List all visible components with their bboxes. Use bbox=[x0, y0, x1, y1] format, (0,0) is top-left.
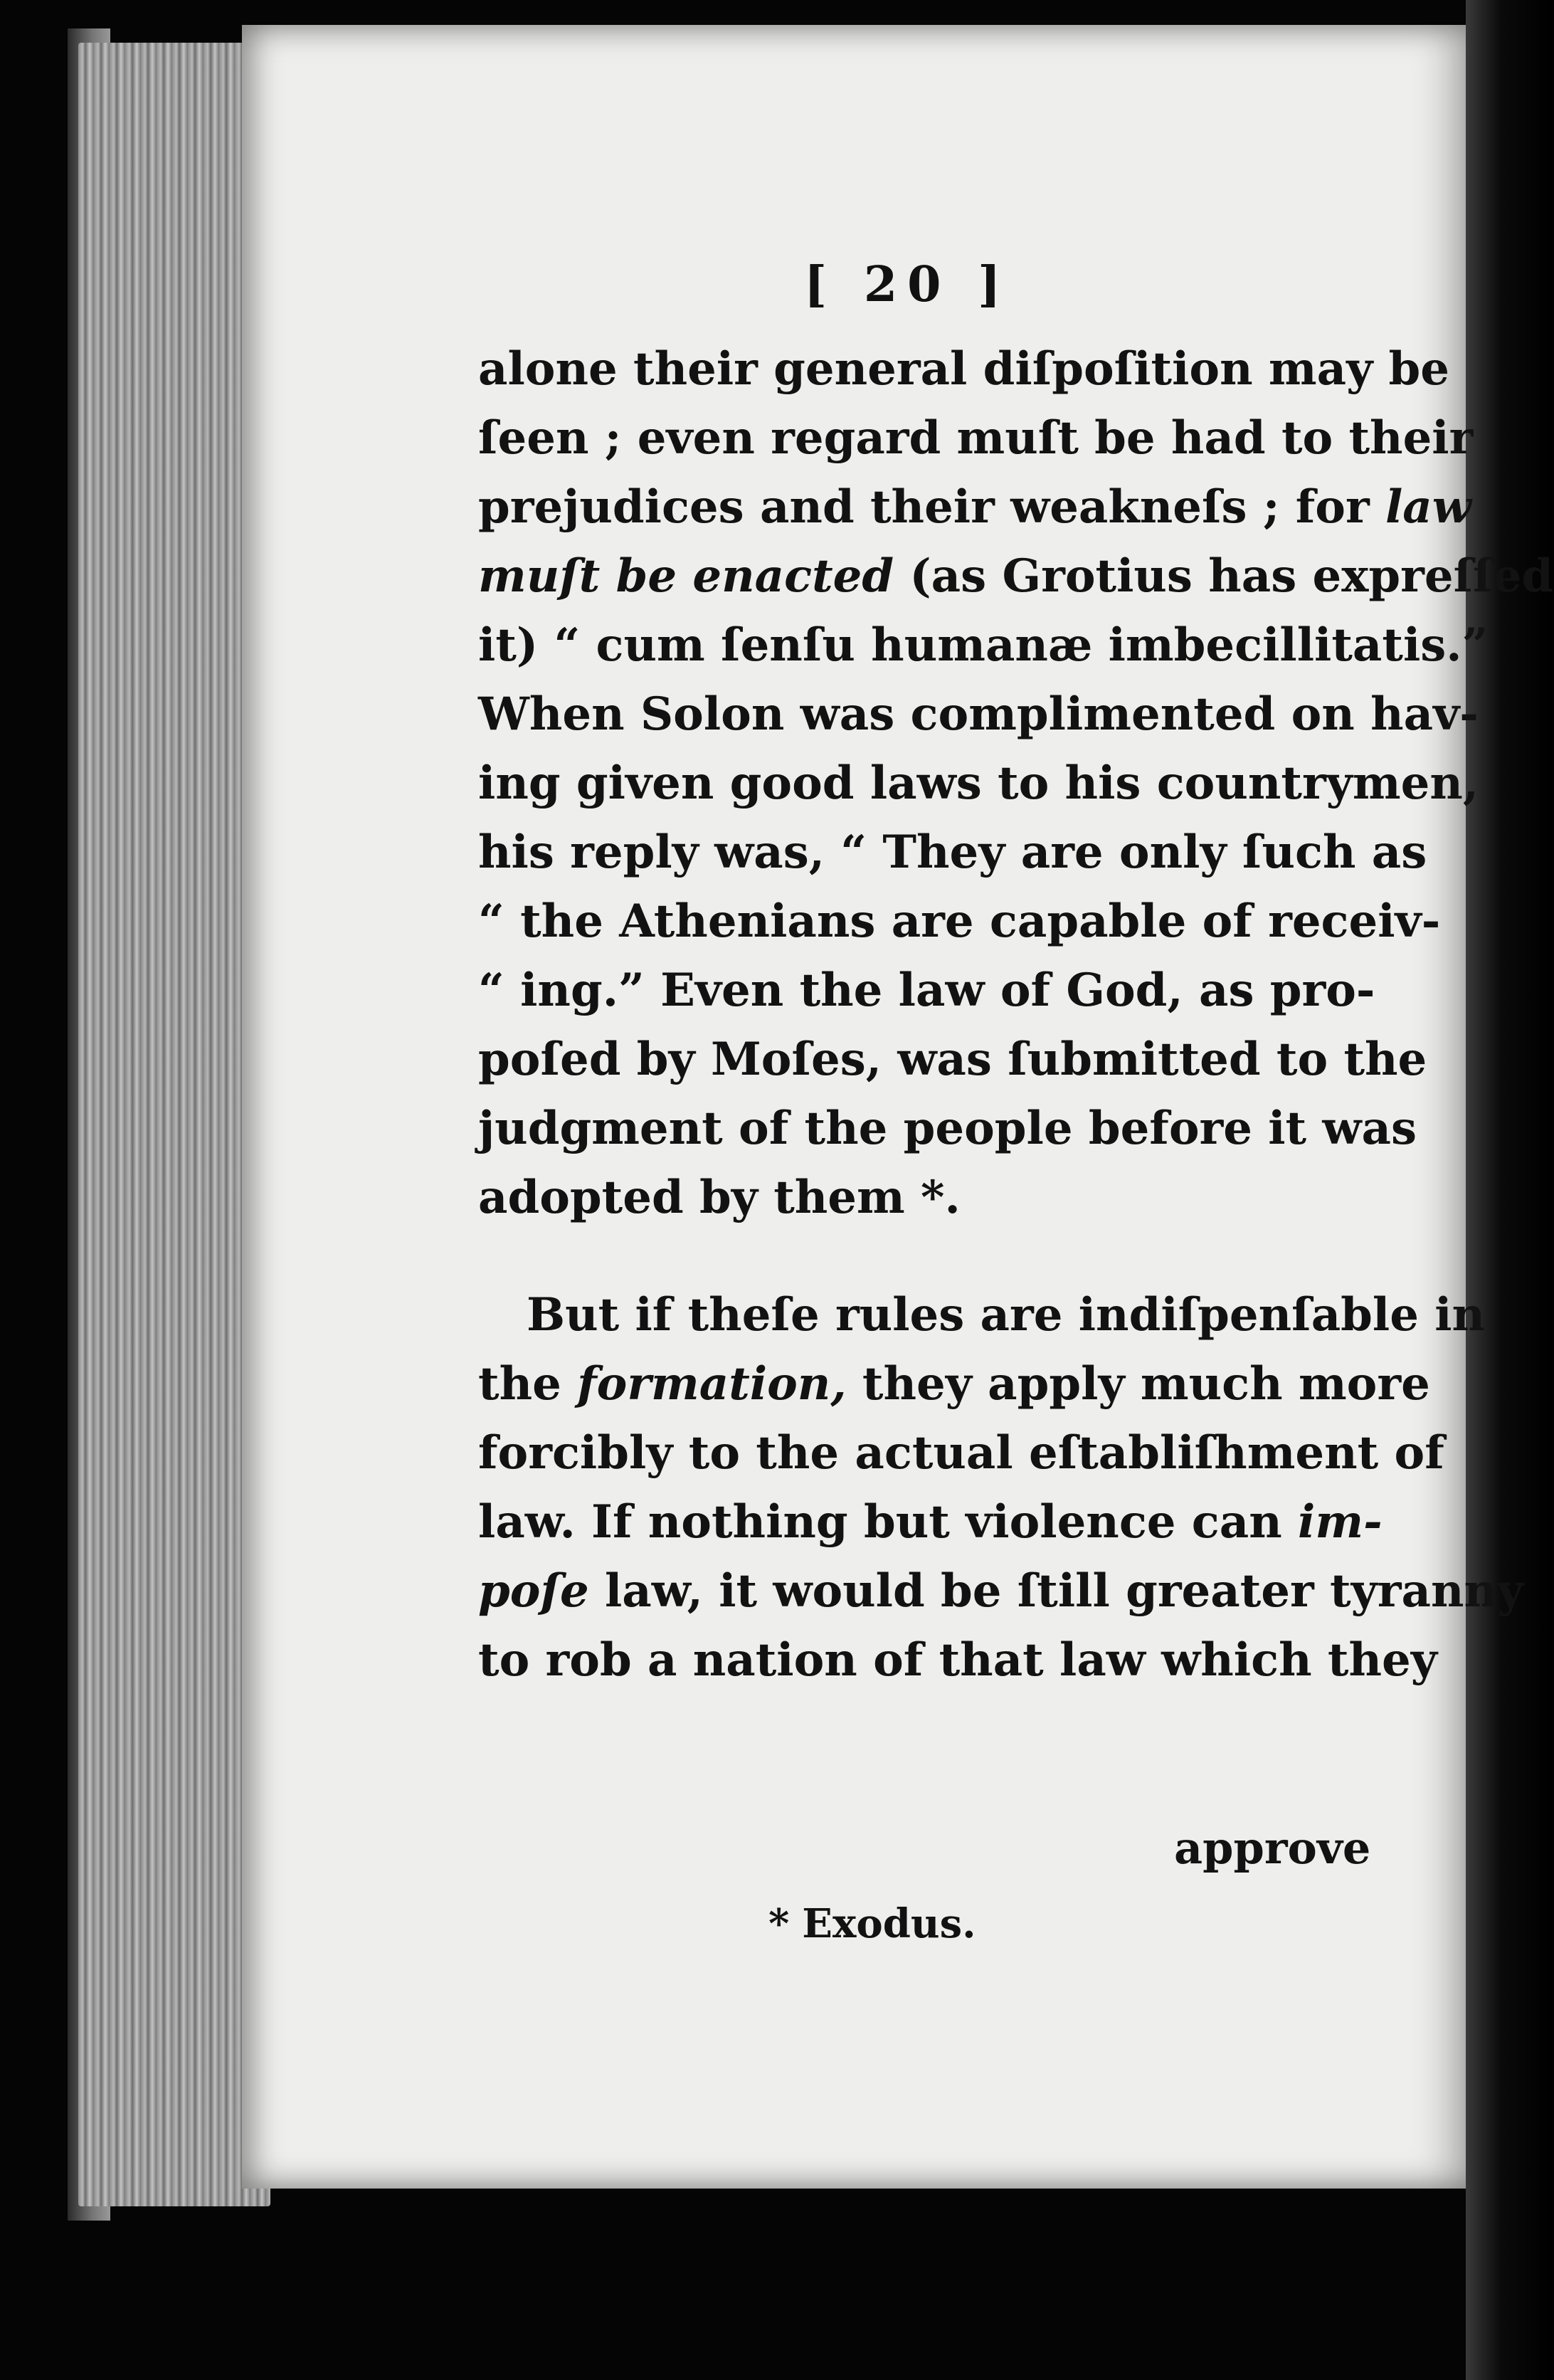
footnote-text: Exodus. bbox=[802, 1900, 976, 1947]
body-text bbox=[478, 335, 1554, 1695]
italic-phrase: im- bbox=[1298, 1495, 1383, 1549]
paragraph-2 bbox=[478, 1280, 1524, 1695]
italic-phrase: formation, bbox=[577, 1357, 847, 1411]
text-line: forcibly to the actual eſtabliſhment of bbox=[478, 1426, 1444, 1480]
text-line: “ the Athenians are capable of receiv- bbox=[478, 895, 1441, 948]
text-line: adopted by them *. bbox=[478, 1171, 961, 1224]
text-line: his reply was, “ They are only ſuch as bbox=[478, 826, 1427, 879]
paragraph-gap bbox=[478, 1232, 1346, 1280]
text-line: muſt be enacted (as Grotius has expreſſed bbox=[478, 549, 1554, 603]
right-page-shadow bbox=[1466, 0, 1554, 2380]
text-line: alone their general diſpoſition may be bbox=[478, 342, 1449, 396]
paragraph-1 bbox=[478, 335, 1554, 1232]
text-line: law. If nothing but violence can im- bbox=[478, 1495, 1383, 1549]
text-line: ing given good laws to his countrymen, bbox=[478, 757, 1479, 810]
text-line: judgment of the people before it was bbox=[478, 1102, 1417, 1155]
text-line: to rob a nation of that law which they bbox=[478, 1633, 1437, 1687]
italic-phrase: muſt be enacted bbox=[478, 549, 894, 603]
footnote bbox=[768, 1900, 976, 1947]
text-line: it) “ cum ſenſu humanæ imbecillitatis.” bbox=[478, 618, 1489, 672]
italic-phrase: poſe bbox=[478, 1564, 589, 1618]
text-line: When Solon was complimented on hav- bbox=[478, 688, 1479, 741]
text-line: the formation, they apply much more bbox=[478, 1357, 1430, 1411]
text-line: poſed by Moſes, was ſubmitted to the bbox=[478, 1033, 1427, 1086]
footnote-marker: * bbox=[768, 1900, 790, 1947]
text-line: prejudices and their weakneſs ; for law bbox=[478, 480, 1471, 534]
text-line: But if theſe rules are indiſpenſable in bbox=[527, 1288, 1486, 1342]
page-number: [ 20 ] bbox=[804, 256, 1011, 313]
text-line: poſe law, it would be ſtill greater tyranny bbox=[478, 1564, 1524, 1618]
text-line: ſeen ; even regard muſt be had to their bbox=[478, 411, 1474, 465]
italic-phrase: law bbox=[1385, 480, 1471, 534]
catchword: approve bbox=[1174, 1822, 1371, 1874]
text-line: “ ing.” Even the law of God, as pro- bbox=[478, 964, 1375, 1017]
